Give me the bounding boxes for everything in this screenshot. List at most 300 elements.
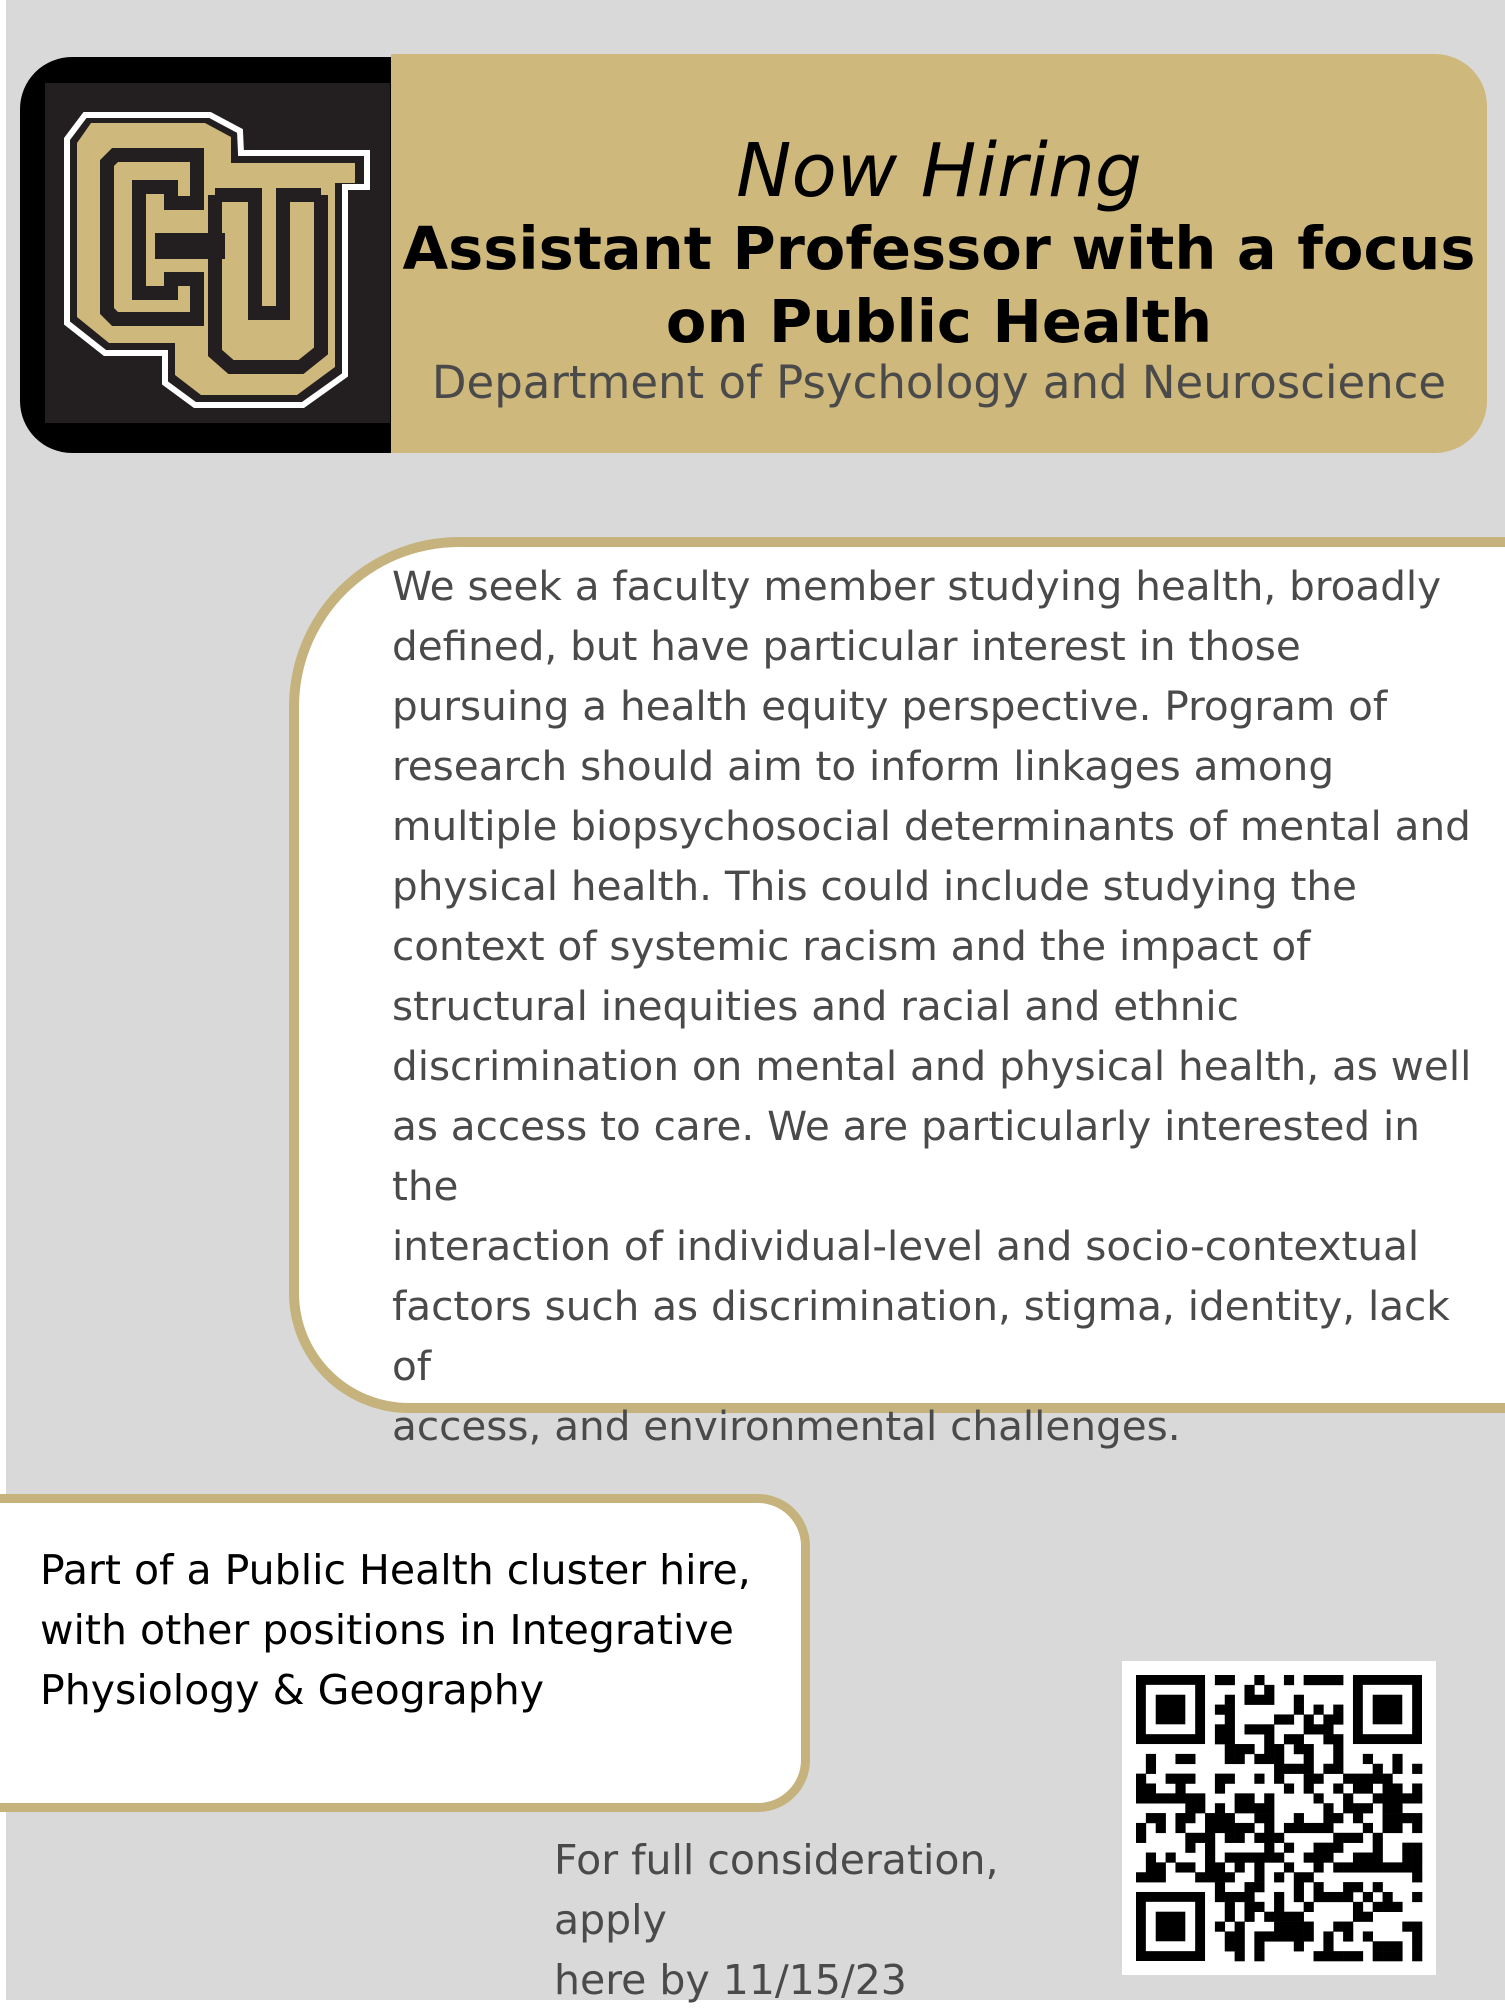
qr-module (1412, 1872, 1422, 1882)
qr-module (1314, 1862, 1324, 1872)
qr-module (1314, 1823, 1324, 1833)
qr-module (1225, 1941, 1235, 1951)
qr-module (1304, 1872, 1314, 1882)
qr-module (1314, 1951, 1324, 1961)
qr-module (1225, 1695, 1235, 1705)
qr-module (1333, 1705, 1343, 1715)
qr-module (1175, 1813, 1185, 1823)
qr-module (1323, 1892, 1333, 1902)
qr-module (1304, 1902, 1314, 1912)
qr-module (1175, 1823, 1185, 1833)
qr-module (1235, 1833, 1245, 1843)
qr-module (1254, 1695, 1264, 1705)
qr-module (1294, 1922, 1304, 1932)
qr-module (1225, 1705, 1235, 1715)
qr-module (1314, 1882, 1324, 1892)
qr-module (1333, 1734, 1343, 1744)
qr-module (1412, 1764, 1422, 1774)
qr-module (1274, 1744, 1284, 1754)
qr-module (1235, 1931, 1245, 1941)
qr-module (1175, 1862, 1185, 1872)
qr-module (1333, 1892, 1343, 1902)
qr-module (1156, 1912, 1186, 1942)
qr-module (1244, 1695, 1254, 1705)
qr-module (1294, 1734, 1304, 1744)
apply-line: For full consideration, apply (554, 1836, 999, 1944)
qr-module (1195, 1793, 1205, 1803)
qr-module (1136, 1774, 1146, 1784)
qr-module (1254, 1853, 1264, 1863)
apply-line: here by 11/15/23 (554, 1956, 907, 2004)
qr-module (1225, 1912, 1235, 1922)
qr-module (1383, 1941, 1393, 1951)
qr-module (1175, 1783, 1185, 1793)
cu-logo-icon (45, 83, 390, 423)
qr-module (1215, 1892, 1225, 1902)
qr-module (1412, 1951, 1422, 1961)
department-name: Department of Psychology and Neuroscience (431, 356, 1447, 409)
qr-module (1195, 1833, 1205, 1843)
qr-module (1225, 1813, 1235, 1823)
position-title-line-2: on Public Health (665, 287, 1213, 356)
qr-module (1225, 1734, 1235, 1744)
qr-module (1205, 1872, 1215, 1882)
qr-module (1264, 1724, 1274, 1734)
qr-module (1274, 1833, 1284, 1843)
qr-module (1264, 1695, 1274, 1705)
qr-module (1215, 1823, 1225, 1833)
qr-module (1343, 1892, 1353, 1902)
qr-module (1244, 1892, 1254, 1902)
qr-module (1304, 1853, 1314, 1863)
qr-module (1294, 1892, 1304, 1902)
qr-module (1402, 1922, 1412, 1932)
qr-module (1215, 1734, 1225, 1744)
qr-module (1284, 1843, 1294, 1853)
qr-module (1383, 1892, 1393, 1902)
qr-module (1392, 1754, 1402, 1764)
qr-module (1156, 1823, 1166, 1833)
qr-module (1274, 1931, 1284, 1941)
qr-module (1235, 1951, 1245, 1961)
qr-module (1323, 1853, 1333, 1863)
qr-module (1156, 1793, 1166, 1803)
qr-module (1412, 1941, 1422, 1951)
qr-module (1383, 1793, 1393, 1803)
qr-module (1304, 1675, 1314, 1685)
qr-module (1373, 1862, 1383, 1872)
qr-module (1166, 1774, 1176, 1784)
qr-module (1392, 1902, 1402, 1912)
qr-module (1304, 1774, 1314, 1784)
qr-module (1383, 1902, 1393, 1912)
qr-module (1412, 1783, 1422, 1793)
qr-module (1264, 1793, 1274, 1803)
qr-module (1363, 1853, 1373, 1863)
description-line: interaction of individual-level and socio-contextual (392, 1222, 1420, 1270)
qr-module (1392, 1783, 1402, 1793)
qr-module (1244, 1902, 1254, 1912)
qr-module (1235, 1853, 1245, 1863)
qr-module (1225, 1724, 1235, 1734)
qr-module (1294, 1764, 1304, 1774)
qr-module (1353, 1803, 1363, 1813)
qr-module (1244, 1853, 1254, 1863)
qr-module (1156, 1872, 1166, 1882)
qr-module (1254, 1902, 1264, 1912)
qr-module (1264, 1912, 1274, 1922)
qr-module (1304, 1724, 1314, 1734)
qr-module (1323, 1813, 1333, 1823)
qr-module (1225, 1774, 1235, 1784)
qr-module (1353, 1783, 1363, 1793)
qr-module (1323, 1734, 1333, 1744)
qr-module (1314, 1853, 1324, 1863)
qr-module (1225, 1892, 1235, 1902)
apply-text (554, 1830, 1114, 2010)
qr-module (1215, 1922, 1225, 1932)
qr-module (1353, 1951, 1363, 1961)
qr-module (1373, 1793, 1383, 1803)
qr-module (1136, 1783, 1146, 1793)
qr-module (1215, 1724, 1225, 1734)
qr-module (1205, 1843, 1215, 1853)
qr-module (1353, 1833, 1363, 1843)
description-line: We seek a faculty member studying health, broadly (392, 562, 1442, 610)
qr-module (1215, 1803, 1225, 1813)
qr-module (1185, 1813, 1195, 1823)
qr-module (1294, 1744, 1304, 1754)
qr-module (1254, 1754, 1264, 1764)
qr-module (1373, 1764, 1383, 1774)
qr-module (1244, 1724, 1254, 1734)
qr-module (1373, 1833, 1383, 1843)
qr-module (1264, 1931, 1274, 1941)
qr-module (1304, 1823, 1314, 1833)
qr-module (1323, 1714, 1333, 1724)
description-line: discrimination on mental and physical health, as well (392, 1042, 1472, 1090)
qr-module (1215, 1774, 1225, 1784)
qr-module (1195, 1872, 1205, 1882)
qr-module (1314, 1774, 1324, 1784)
qr-module (1146, 1862, 1156, 1872)
qr-module (1373, 1774, 1383, 1784)
qr-module (1333, 1843, 1343, 1853)
qr-module (1244, 1912, 1254, 1922)
description-line: factors such as discrimination, stigma, identity, lack of (392, 1282, 1450, 1390)
qr-module (1215, 1705, 1225, 1715)
qr-module (1363, 1823, 1373, 1833)
qr-module (1225, 1853, 1235, 1863)
qr-module (1412, 1813, 1422, 1823)
qr-module (1166, 1853, 1176, 1863)
cluster-line: Part of a Public Health cluster hire, (40, 1546, 751, 1594)
qr-module (1323, 1843, 1333, 1853)
qr-module (1333, 1833, 1343, 1843)
qr-module (1412, 1793, 1422, 1803)
qr-module (1146, 1872, 1156, 1882)
qr-module (1412, 1853, 1422, 1863)
qr-module (1412, 1892, 1422, 1902)
qr-module (1175, 1793, 1185, 1803)
qr-module (1284, 1823, 1294, 1833)
qr-module (1274, 1902, 1284, 1912)
qr-module (1323, 1724, 1333, 1734)
qr-module (1235, 1803, 1245, 1813)
qr-module (1284, 1862, 1294, 1872)
qr-module (1383, 1951, 1393, 1961)
qr-module (1136, 1823, 1146, 1833)
qr-module (1343, 1833, 1353, 1843)
qr-module (1323, 1823, 1333, 1833)
qr-module (1323, 1803, 1333, 1813)
qr-module (1304, 1744, 1314, 1754)
qr-module (1353, 1882, 1363, 1892)
cluster-line: with other positions in Integrative (40, 1606, 734, 1654)
qr-module (1383, 1774, 1393, 1784)
qr-module (1304, 1931, 1314, 1941)
qr-module (1323, 1764, 1333, 1774)
qr-module (1383, 1783, 1393, 1793)
qr-code-icon[interactable] (1122, 1661, 1436, 1975)
qr-module (1175, 1774, 1185, 1784)
qr-module (1146, 1754, 1156, 1764)
qr-module (1412, 1931, 1422, 1941)
qr-module (1333, 1714, 1343, 1724)
qr-module (1235, 1941, 1245, 1951)
qr-module (1294, 1931, 1304, 1941)
qr-module (1225, 1714, 1235, 1724)
description-line: pursuing a health equity perspective. Program of (392, 682, 1388, 730)
qr-module (1284, 1922, 1294, 1932)
qr-module (1294, 1813, 1304, 1823)
qr-module (1373, 1882, 1383, 1892)
qr-module (1205, 1823, 1215, 1833)
qr-module (1412, 1823, 1422, 1833)
description-text (392, 556, 1492, 1456)
qr-module (1225, 1744, 1235, 1754)
qr-module (1225, 1823, 1235, 1833)
qr-module (1254, 1675, 1264, 1685)
qr-module (1304, 1783, 1314, 1793)
qr-module (1136, 1833, 1146, 1843)
qr-module (1304, 1764, 1314, 1774)
description-line: access, and environmental challenges. (392, 1402, 1181, 1450)
qr-module (1343, 1931, 1353, 1941)
qr-module (1392, 1803, 1402, 1813)
qr-module (1244, 1685, 1254, 1695)
qr-module (1254, 1774, 1264, 1784)
qr-module (1274, 1853, 1284, 1863)
qr-module (1185, 1843, 1195, 1853)
qr-module (1402, 1862, 1412, 1872)
qr-module (1363, 1803, 1373, 1813)
qr-module (1343, 1951, 1353, 1961)
qr-module (1314, 1705, 1324, 1715)
qr-module (1244, 1823, 1254, 1833)
qr-module (1205, 1833, 1215, 1843)
qr-module (1383, 1862, 1393, 1872)
qr-module (1383, 1803, 1393, 1813)
qr-module (1284, 1783, 1294, 1793)
qr-module (1235, 1823, 1245, 1833)
qr-module (1343, 1862, 1353, 1872)
qr-module (1146, 1764, 1156, 1774)
qr-module (1353, 1862, 1363, 1872)
qr-module (1333, 1951, 1343, 1961)
description-line: as access to care. We are particularly interested in the (392, 1102, 1420, 1210)
qr-module (1185, 1774, 1195, 1784)
qr-module (1146, 1793, 1156, 1803)
description-line: research should aim to inform linkages among (392, 742, 1335, 790)
qr-module (1343, 1774, 1353, 1784)
qr-module (1205, 1813, 1215, 1823)
qr-module (1264, 1754, 1274, 1764)
qr-module (1412, 1862, 1422, 1872)
qr-module (1363, 1912, 1373, 1922)
qr-module (1244, 1803, 1254, 1813)
qr-module (1343, 1882, 1353, 1892)
qr-module (1294, 1882, 1304, 1892)
qr-module (1294, 1823, 1304, 1833)
qr-module (1235, 1744, 1245, 1754)
qr-module (1363, 1783, 1373, 1793)
qr-module (1254, 1813, 1264, 1823)
qr-module (1175, 1754, 1185, 1764)
qr-module (1353, 1774, 1363, 1784)
qr-module (1294, 1912, 1304, 1922)
qr-module (1392, 1951, 1402, 1961)
cluster-line: Physiology & Geography (40, 1666, 544, 1714)
qr-module (1264, 1803, 1274, 1813)
qr-module (1333, 1744, 1343, 1754)
qr-module (1314, 1793, 1324, 1803)
qr-module (1274, 1872, 1284, 1882)
qr-module (1373, 1843, 1383, 1853)
qr-module (1304, 1922, 1314, 1932)
qr-module (1264, 1744, 1274, 1754)
qr-module (1215, 1872, 1225, 1882)
qr-module (1264, 1853, 1274, 1863)
qr-module (1274, 1922, 1284, 1932)
qr-module (1264, 1823, 1274, 1833)
qr-module (1284, 1764, 1294, 1774)
qr-module (1146, 1813, 1156, 1823)
qr-module (1225, 1675, 1235, 1685)
qr-module (1363, 1774, 1373, 1784)
qr-module (1264, 1734, 1274, 1744)
qr-module (1244, 1744, 1254, 1754)
cluster-text (40, 1540, 800, 1720)
qr-module (1166, 1793, 1176, 1803)
qr-module (1254, 1941, 1264, 1951)
qr-module (1215, 1813, 1225, 1823)
qr-module (1264, 1833, 1274, 1843)
qr-module (1146, 1853, 1156, 1863)
qr-module (1323, 1931, 1333, 1941)
qr-module (1264, 1843, 1274, 1853)
qr-module (1294, 1705, 1304, 1715)
position-title-line-1: Assistant Professor with a focus (402, 214, 1476, 283)
qr-module (1235, 1922, 1245, 1932)
qr-module (1392, 1823, 1402, 1833)
description-line: multiple biopsychosocial determinants of mental and (392, 802, 1471, 850)
qr-module (1343, 1803, 1353, 1813)
qr-module (1363, 1931, 1373, 1941)
qr-module (1402, 1843, 1412, 1853)
qr-module (1156, 1813, 1166, 1823)
qr-module (1254, 1882, 1264, 1892)
qr-module (1323, 1951, 1333, 1961)
qr-module (1136, 1872, 1146, 1882)
qr-module (1363, 1862, 1373, 1872)
qr-module (1254, 1862, 1264, 1872)
qr-module (1373, 1902, 1383, 1912)
description-line: context of systemic racism and the impact of (392, 922, 1311, 970)
qr-module (1333, 1862, 1343, 1872)
qr-module (1392, 1862, 1402, 1872)
qr-module (1343, 1922, 1353, 1932)
qr-module (1294, 1695, 1304, 1705)
qr-module (1392, 1813, 1402, 1823)
qr-module (1185, 1862, 1195, 1872)
qr-module (1195, 1803, 1205, 1813)
description-line: structural inequities and racial and ethnic (392, 982, 1239, 1030)
qr-module (1215, 1675, 1225, 1685)
qr-module (1402, 1853, 1412, 1863)
qr-module (1185, 1833, 1195, 1843)
qr-module (1333, 1764, 1343, 1774)
qr-module (1363, 1892, 1373, 1902)
qr-module (1205, 1853, 1215, 1863)
qr-module (1353, 1813, 1363, 1823)
qr-module (1314, 1892, 1324, 1902)
description-line: physical health. This could include studying the (392, 862, 1357, 910)
qr-module (1412, 1922, 1422, 1932)
now-hiring-heading: Now Hiring (736, 128, 1142, 214)
qr-module (1215, 1882, 1225, 1892)
qr-module (1244, 1882, 1254, 1892)
qr-module (1314, 1724, 1324, 1734)
description-line: defined, but have particular interest in those (392, 622, 1301, 670)
qr-module (1215, 1862, 1225, 1872)
qr-module (1284, 1931, 1294, 1941)
qr-module (1412, 1843, 1422, 1853)
qr-module (1274, 1764, 1284, 1774)
qr-module (1185, 1793, 1195, 1803)
qr-module (1402, 1793, 1412, 1803)
qr-module (1254, 1951, 1264, 1961)
qr-module (1185, 1803, 1195, 1813)
qr-module (1314, 1843, 1324, 1853)
qr-module (1254, 1931, 1264, 1941)
qr-module (1333, 1813, 1343, 1823)
qr-module (1392, 1793, 1402, 1803)
qr-module (1254, 1833, 1264, 1843)
qr-module (1215, 1783, 1225, 1793)
qr-module (1264, 1685, 1274, 1695)
qr-module (1353, 1902, 1363, 1912)
qr-module (1235, 1793, 1245, 1803)
qr-module (1353, 1912, 1363, 1922)
qr-module (1383, 1823, 1393, 1833)
qr-module (1304, 1754, 1314, 1764)
qr-module (1274, 1892, 1284, 1902)
qr-module (1402, 1813, 1412, 1823)
qr-module (1333, 1783, 1343, 1793)
qr-module (1323, 1941, 1333, 1951)
qr-module (1373, 1695, 1403, 1725)
